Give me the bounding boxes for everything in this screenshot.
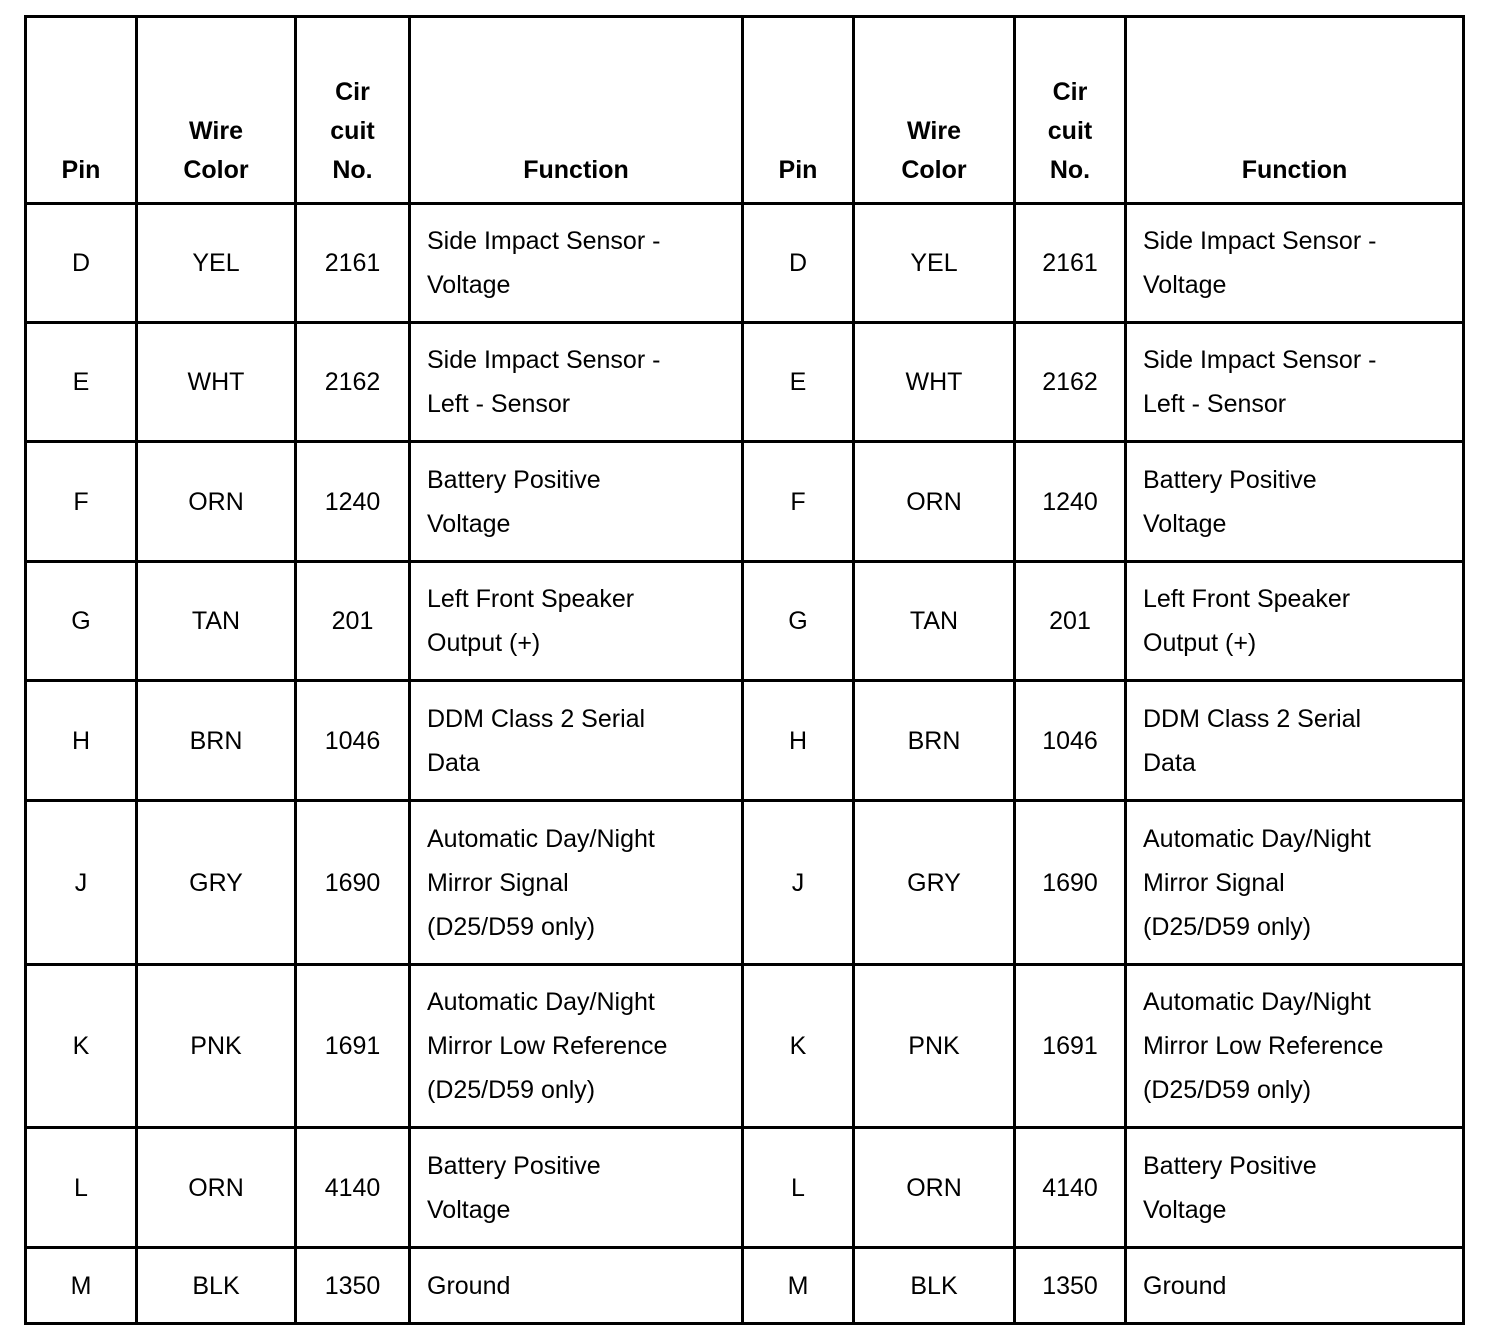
function-cell-right	[1126, 204, 1464, 323]
table-row	[26, 204, 1464, 323]
table-row	[26, 965, 1464, 1128]
header-circuit-no-left: Cir cuit No.	[296, 17, 410, 204]
function-line: (D25/D59 only)	[427, 912, 596, 941]
table-row	[26, 442, 1464, 562]
pin-cell-left: K	[26, 965, 137, 1128]
pin-cell-left: L	[26, 1128, 137, 1248]
function-line: Battery Positive	[1143, 465, 1317, 494]
circuit-no-cell-left: 1691	[296, 965, 410, 1128]
wire-color-cell-right: BRN	[854, 681, 1015, 801]
function-line: Voltage	[1143, 509, 1227, 538]
function-cell-left	[410, 681, 743, 801]
function-cell-left	[410, 1248, 743, 1324]
function-line: Ground	[427, 1271, 511, 1300]
function-line: Automatic Day/Night	[427, 988, 655, 1016]
circuit-no-cell-left: 2162	[296, 323, 410, 442]
function-line: Voltage	[1143, 1195, 1227, 1224]
circuit-no-cell-left: 4140	[296, 1128, 410, 1248]
header-pin-left: Pin	[26, 17, 137, 204]
table-row	[26, 1248, 1464, 1324]
function-line: Side Impact Sensor -	[1143, 227, 1377, 255]
pin-cell-right: G	[743, 562, 854, 681]
function-line: Voltage	[1143, 271, 1227, 299]
wire-color-cell-right: WHT	[854, 323, 1015, 442]
circuit-no-cell-right: 4140	[1015, 1128, 1126, 1248]
pin-cell-right: J	[743, 801, 854, 965]
pin-cell-left: F	[26, 442, 137, 562]
wire-color-cell-left: WHT	[137, 323, 296, 442]
circuit-no-cell-right: 201	[1015, 562, 1126, 681]
circuit-no-cell-left: 1240	[296, 442, 410, 562]
function-cell-left	[410, 204, 743, 323]
function-line: Automatic Day/Night	[1143, 988, 1371, 1016]
function-line: (D25/D59 only)	[427, 1076, 596, 1104]
table-row	[26, 681, 1464, 801]
pin-cell-left: G	[26, 562, 137, 681]
table-row	[26, 1128, 1464, 1248]
pin-cell-right: H	[743, 681, 854, 801]
pin-cell-left: J	[26, 801, 137, 965]
header-row	[26, 17, 1464, 204]
function-line: Left - Sensor	[1143, 390, 1287, 418]
function-line: Ground	[1143, 1271, 1227, 1300]
function-line: Data	[427, 748, 480, 777]
function-line: Automatic Day/Night	[427, 824, 655, 853]
function-cell-right	[1126, 1128, 1464, 1248]
function-line: (D25/D59 only)	[1143, 912, 1312, 941]
header-function-right: Function	[1126, 17, 1464, 204]
wire-color-cell-left: PNK	[137, 965, 296, 1128]
circuit-no-cell-left: 1350	[296, 1248, 410, 1324]
wire-color-cell-left: TAN	[137, 562, 296, 681]
function-line: Output (+)	[1143, 629, 1257, 657]
circuit-no-cell-right: 1690	[1015, 801, 1126, 965]
function-cell-left	[410, 323, 743, 442]
pin-cell-left: E	[26, 323, 137, 442]
circuit-no-cell-right: 1240	[1015, 442, 1126, 562]
circuit-no-cell-left: 2161	[296, 204, 410, 323]
function-cell-right	[1126, 442, 1464, 562]
function-cell-right	[1126, 801, 1464, 965]
function-line: (D25/D59 only)	[1143, 1076, 1312, 1104]
table-row	[26, 323, 1464, 442]
function-line: Battery Positive	[427, 465, 601, 494]
function-line: Side Impact Sensor -	[1143, 346, 1377, 374]
function-cell-right	[1126, 965, 1464, 1128]
header-wire-color-right: Wire Color	[854, 17, 1015, 204]
function-line: DDM Class 2 Serial	[427, 704, 646, 733]
table-row	[26, 562, 1464, 681]
function-line: Left - Sensor	[427, 390, 571, 418]
function-line: Mirror Low Reference	[427, 1032, 668, 1060]
function-cell-left	[410, 801, 743, 965]
pin-cell-left: D	[26, 204, 137, 323]
function-cell-right	[1126, 1248, 1464, 1324]
wire-color-cell-left: BRN	[137, 681, 296, 801]
header-pin-right: Pin	[743, 17, 854, 204]
function-line: Mirror Low Reference	[1143, 1032, 1384, 1060]
function-line: Battery Positive	[427, 1151, 601, 1180]
function-cell-right	[1126, 562, 1464, 681]
function-line: Voltage	[427, 1195, 511, 1224]
function-line: Voltage	[427, 509, 511, 538]
header-function-left: Function	[410, 17, 743, 204]
function-cell-left	[410, 1128, 743, 1248]
pin-cell-right: L	[743, 1128, 854, 1248]
wire-color-cell-right: ORN	[854, 442, 1015, 562]
pin-cell-right: K	[743, 965, 854, 1128]
wire-color-cell-right: TAN	[854, 562, 1015, 681]
wire-color-cell-left: BLK	[137, 1248, 296, 1324]
function-line: Side Impact Sensor -	[427, 346, 661, 374]
function-line: Mirror Signal	[1143, 868, 1285, 897]
function-cell-left	[410, 562, 743, 681]
pin-cell-right: F	[743, 442, 854, 562]
function-cell-right	[1126, 681, 1464, 801]
table-body	[26, 204, 1464, 1324]
function-line: Battery Positive	[1143, 1151, 1317, 1180]
function-line: Side Impact Sensor -	[427, 227, 661, 255]
circuit-no-cell-right: 2162	[1015, 323, 1126, 442]
table-row	[26, 801, 1464, 965]
wire-color-cell-right: ORN	[854, 1128, 1015, 1248]
wire-color-cell-right: YEL	[854, 204, 1015, 323]
function-cell-left	[410, 442, 743, 562]
circuit-no-cell-right: 1350	[1015, 1248, 1126, 1324]
header-wire-color-left: Wire Color	[137, 17, 296, 204]
function-cell-left	[410, 965, 743, 1128]
wire-color-cell-right: PNK	[854, 965, 1015, 1128]
pin-cell-right: E	[743, 323, 854, 442]
wire-color-cell-right: GRY	[854, 801, 1015, 965]
circuit-no-cell-right: 1046	[1015, 681, 1126, 801]
circuit-no-cell-right: 1691	[1015, 965, 1126, 1128]
pin-cell-left: M	[26, 1248, 137, 1324]
pin-cell-right: M	[743, 1248, 854, 1324]
circuit-no-cell-right: 2161	[1015, 204, 1126, 323]
wire-color-cell-left: ORN	[137, 442, 296, 562]
wire-color-cell-right: BLK	[854, 1248, 1015, 1324]
circuit-no-cell-left: 1046	[296, 681, 410, 801]
pin-cell-left: H	[26, 681, 137, 801]
circuit-no-cell-left: 201	[296, 562, 410, 681]
function-line: DDM Class 2 Serial	[1143, 704, 1362, 733]
function-line: Automatic Day/Night	[1143, 824, 1371, 853]
function-line: Mirror Signal	[427, 868, 569, 897]
function-line: Voltage	[427, 271, 511, 299]
wire-color-cell-left: ORN	[137, 1128, 296, 1248]
function-line: Left Front Speaker	[427, 585, 635, 613]
function-cell-right	[1126, 323, 1464, 442]
function-line: Left Front Speaker	[1143, 585, 1351, 613]
function-line: Data	[1143, 748, 1196, 777]
wire-color-cell-left: GRY	[137, 801, 296, 965]
header-circuit-no-right: Cir cuit No.	[1015, 17, 1126, 204]
function-line: Output (+)	[427, 629, 541, 657]
wire-color-cell-left: YEL	[137, 204, 296, 323]
pin-cell-right: D	[743, 204, 854, 323]
connector-pinout-table	[24, 15, 1465, 1325]
circuit-no-cell-left: 1690	[296, 801, 410, 965]
